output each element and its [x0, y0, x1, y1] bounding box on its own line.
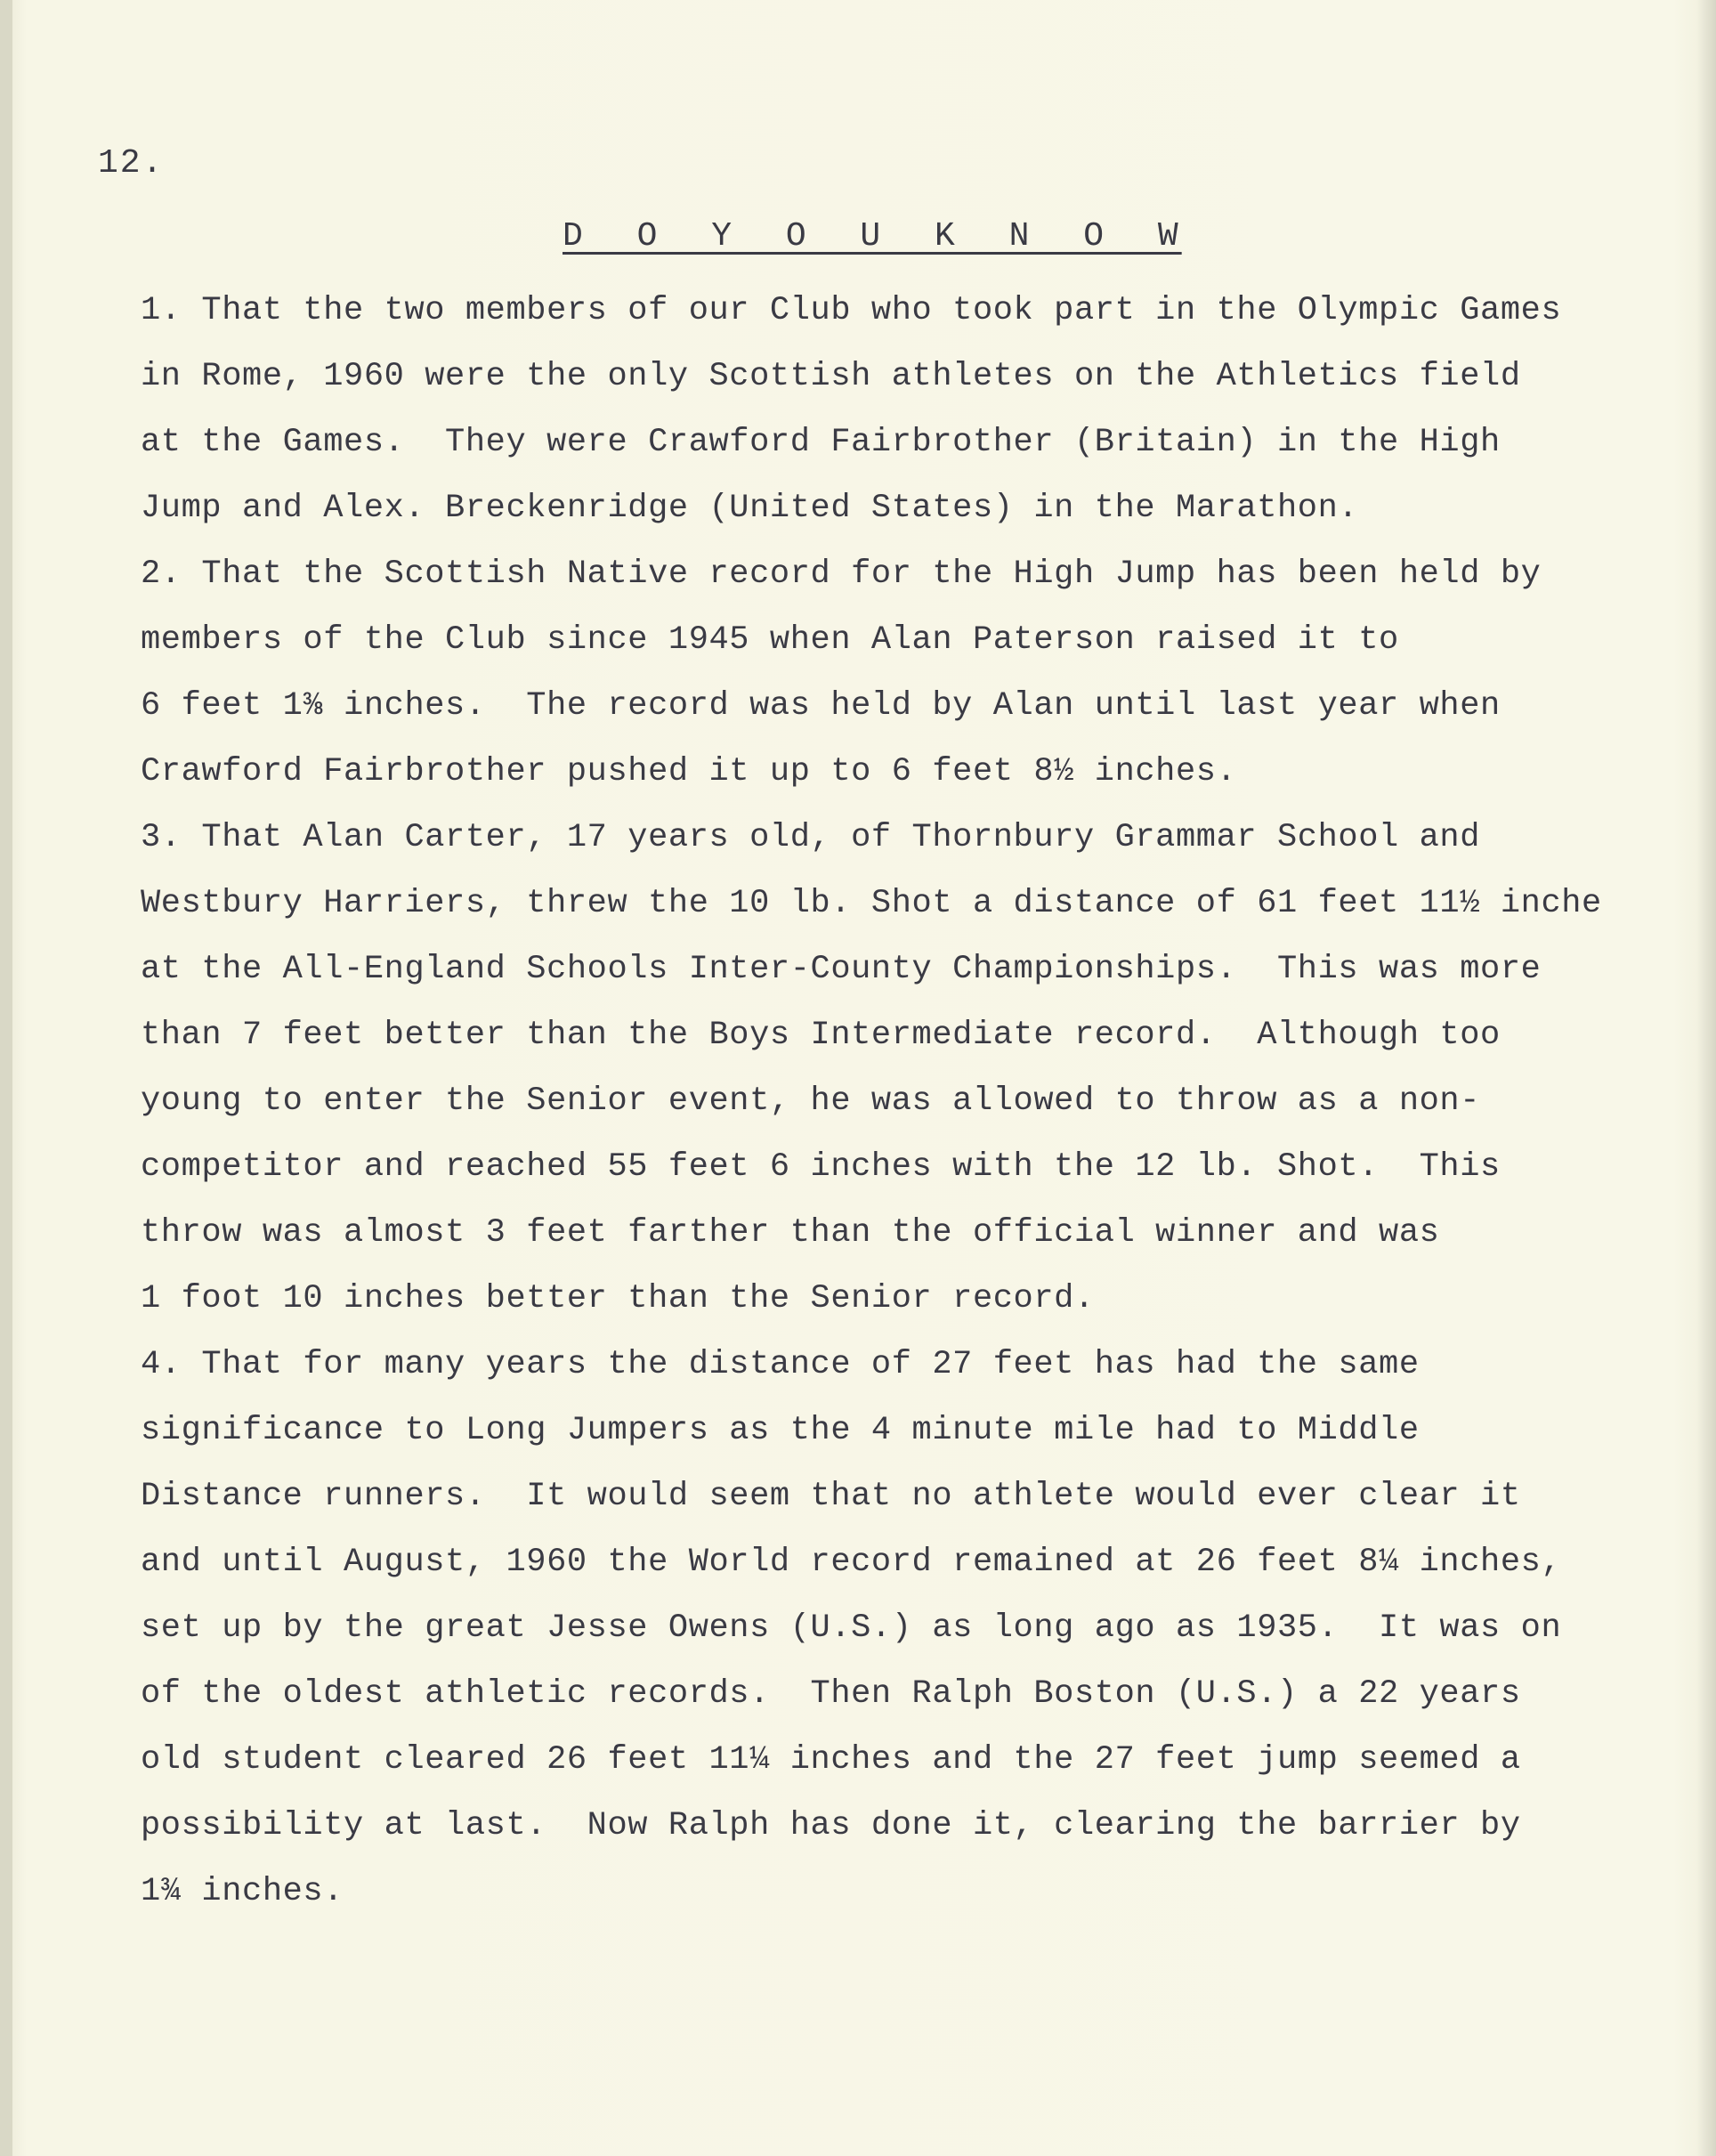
text-line: 2. That the Scottish Native record for the High Jump has been held by	[141, 555, 1542, 593]
text-line: members of the Club since 1945 when Alan Paterson raised it to	[141, 621, 1399, 659]
text-line: 4. That for many years the distance of 27 feet has had the same	[141, 1346, 1420, 1383]
text-line: 3. That Alan Carter, 17 years old, of Thornbury Grammar School and	[141, 819, 1481, 856]
text-line: in Rome, 1960 were the only Scottish athletes on the Athletics field	[141, 358, 1521, 395]
text-line: Crawford Fairbrother pushed it up to 6 feet 8½ inches.	[141, 753, 1237, 790]
text-line: Jump and Alex. Breckenridge (United States) in the Marathon.	[141, 490, 1359, 527]
text-line: possibility at last. Now Ralph has done it, clearing the barrier by	[141, 1807, 1521, 1844]
text-line: competitor and reached 55 feet 6 inches with the 12 lb. Shot. This	[141, 1148, 1501, 1186]
text-line: set up by the great Jesse Owens (U.S.) as long ago as 1935. It was on	[141, 1609, 1562, 1647]
body-text	[141, 278, 1716, 1925]
page-title: D O Y O U K N O W	[563, 217, 1182, 255]
text-line: old student cleared 26 feet 11¼ inches and the 27 feet jump seemed a	[141, 1741, 1521, 1779]
text-line: throw was almost 3 feet farther than the official winner and was	[141, 1214, 1440, 1252]
text-line: than 7 feet better than the Boys Intermediate record. Although too	[141, 1017, 1501, 1054]
text-line: Distance runners. It would seem that no athlete would ever clear it	[141, 1478, 1521, 1515]
text-line: significance to Long Jumpers as the 4 minute mile had to Middle	[141, 1412, 1420, 1449]
text-line: at the Games. They were Crawford Fairbrother (Britain) in the High	[141, 424, 1501, 461]
text-line: 1¾ inches.	[141, 1873, 344, 1910]
page-edge	[0, 0, 12, 2156]
text-line: young to enter the Senior event, he was allowed to throw as a non-	[141, 1082, 1481, 1120]
text-line: at the All-England Schools Inter-County Championships. This was more	[141, 951, 1542, 988]
text-line: of the oldest athletic records. Then Ralph Boston (U.S.) a 22 years	[141, 1675, 1521, 1713]
text-line: 1 foot 10 inches better than the Senior record.	[141, 1280, 1095, 1317]
text-line: 1. That the two members of our Club who took part in the Olympic Games	[141, 292, 1562, 329]
text-line: 6 feet 1⅜ inches. The record was held by Alan until last year when	[141, 687, 1501, 725]
page-number: 12.	[98, 144, 165, 182]
text-line: and until August, 1960 the World record remained at 26 feet 8¼ inches,	[141, 1544, 1562, 1581]
text-line: Westbury Harriers, threw the 10 lb. Shot a distance of 61 feet 11½ inche	[141, 885, 1602, 922]
